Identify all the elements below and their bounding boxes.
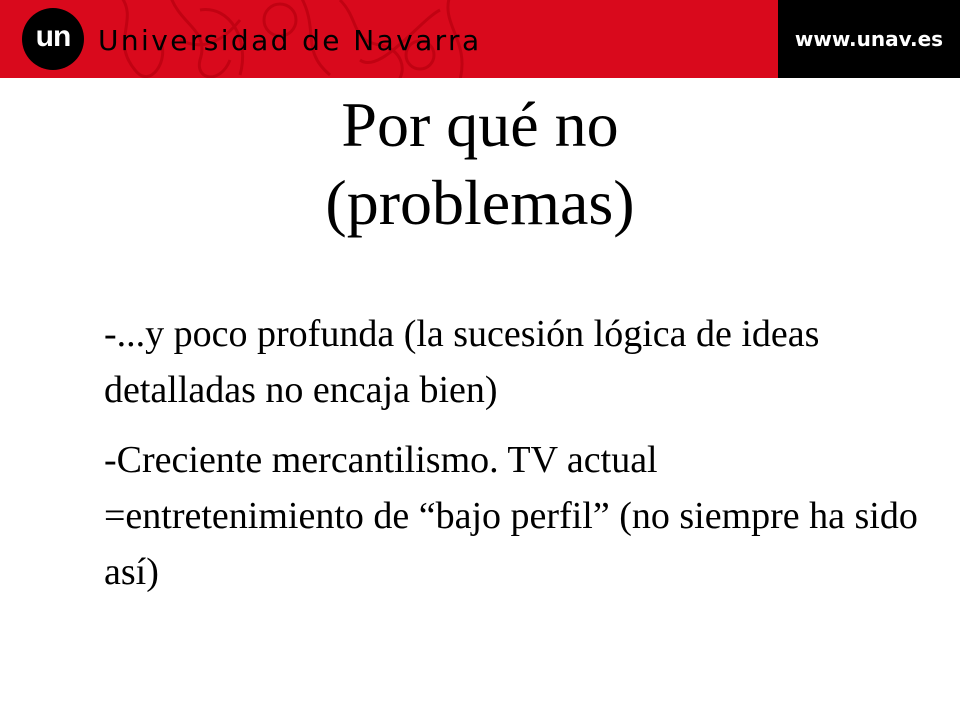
bullet-list [104,306,924,614]
logo-text: un [35,20,71,53]
title-line-2: (problemas) [325,167,635,238]
bullet-item-1: -...y poco profunda (la sucesión lógica de ideas detalladas no encaja bien) [104,313,820,411]
website-url: www.unav.es [794,27,944,51]
bullet-item-2: -Creciente mercantilismo. TV actual =entretenimiento de “bajo perfil” (no siempre ha sido así) [104,439,918,593]
url-box[interactable] [778,0,960,78]
header-banner [0,0,960,78]
slide-title [0,86,960,242]
university-name: Universidad de Navarra [98,24,482,57]
university-logo[interactable] [22,8,84,70]
title-line-1: Por qué no [341,89,619,160]
